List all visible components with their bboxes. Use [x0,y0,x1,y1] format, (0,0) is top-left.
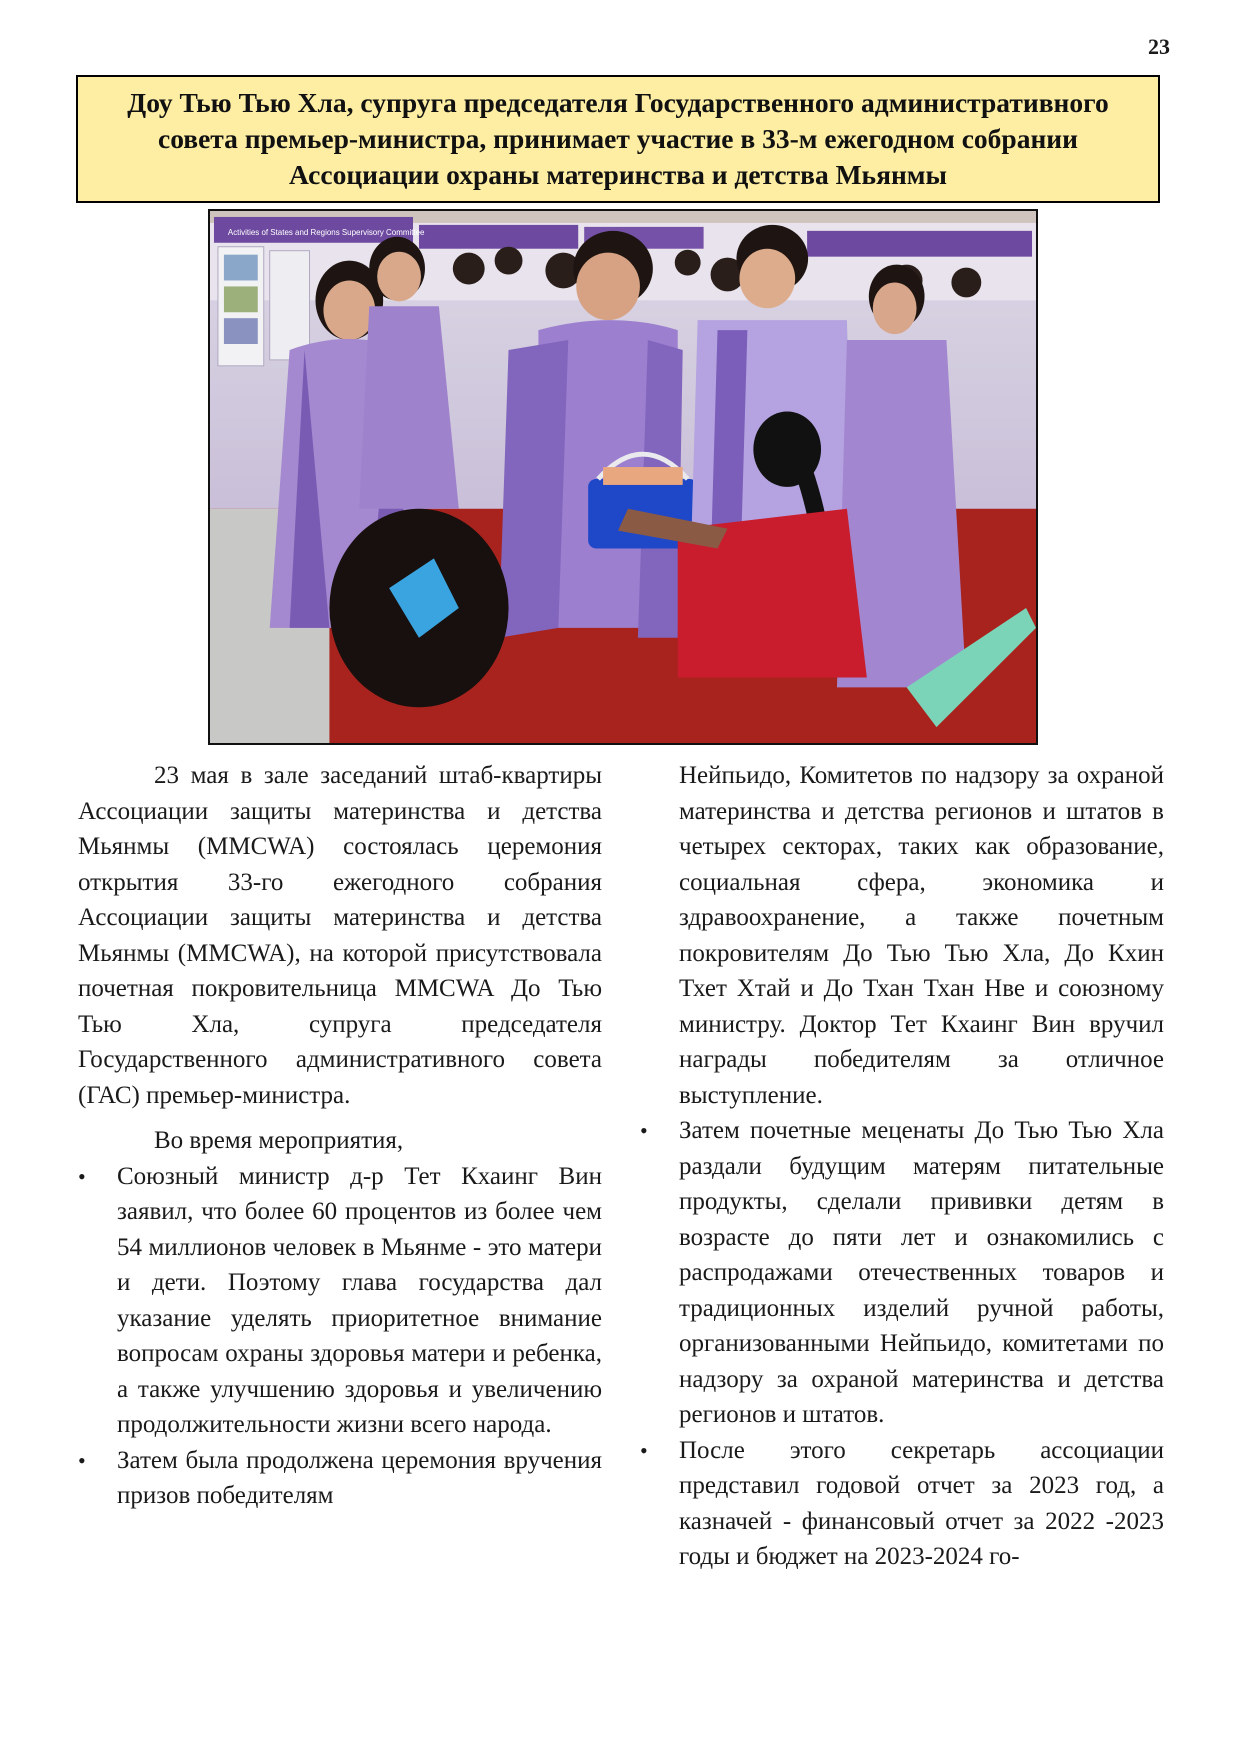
bullet-item: • Затем была продолжена церемония вручения призов победителям [78,1443,602,1514]
headline-box [76,75,1160,203]
article-photo [208,209,1038,745]
bullet-item: • Затем почетные меценаты До Тью Тью Хла раздали будущим матерям питательные продукты, сделали прививки детям в возрасте до пяти лет и ознакомились с распродажами отечественных товаров и традиционных изделий ручной работы, организованными Нейпьидо, комитетами по надзору за охраной материнства и детства регионов и штатов. [640,1113,1164,1433]
bullet-item: • Союзный министр д-р Тет Кхаинг Вин заявил, что более 60 процентов из более чем 54 миллионов человек в Мьянме - это матери и дети. Поэтому глава государства дал указание уделять приоритетное внимание вопросам охраны здоровья матери и ребенка, а также улучшению здоровья и увеличению продолжительности жизни всего народа. [78,1159,602,1443]
article-headline: Доу Тью Тью Хла, супруга председателя Государственного административного совета премьер-министра, принимает участие в 33-м ежегодном собрании Ассоциации охраны материнства и детства Мьянмы [127,87,1109,190]
bullet-item: • После этого секретарь ассоциации представил годовой отчет за 2023 год, а казначей - финансовый отчет за 2022 -2023 годы и бюджет на 2023-2024 го- [640,1433,1164,1575]
page-number: 23 [1148,34,1170,59]
photo-illustration [210,211,1036,743]
column-right [640,758,1164,1575]
bullet-continuation: Нейпьидо, Комитетов по надзору за охраной материнства и детства регионов и штатов в четырех секторах, таких как образование, социальная сфера, экономика и здравоохранение, а также почетным покровителям До Тью Тью Хла, До Кхин Тхет Хтай и До Тхан Тхан Нве и союзному министру. Доктор Тет Кхаинг Вин вручил награды победителям за отличное выступление. [679,762,1164,1109]
column-left [78,758,602,1514]
article-paragraph: Во время мероприятия, [154,1127,404,1154]
banner-text: Activities of States and Regions Supervisory Committee [227,227,425,237]
article-paragraph: 23 мая в зале заседаний штаб-квартиры Ассоциации защиты материнства и детства Мьянмы (MMCWA) состоялась церемония открытия 33-го ежегодного собрания Ассоциации защиты материнства и детства Мьянмы (MMCWA), на которой присутствовала почетная покровительница MMCWA До Тью Тью Хла, супруга председателя Государственного административного совета (ГАС) премьер-министра. [78,762,602,1109]
banner-mid [419,225,578,249]
